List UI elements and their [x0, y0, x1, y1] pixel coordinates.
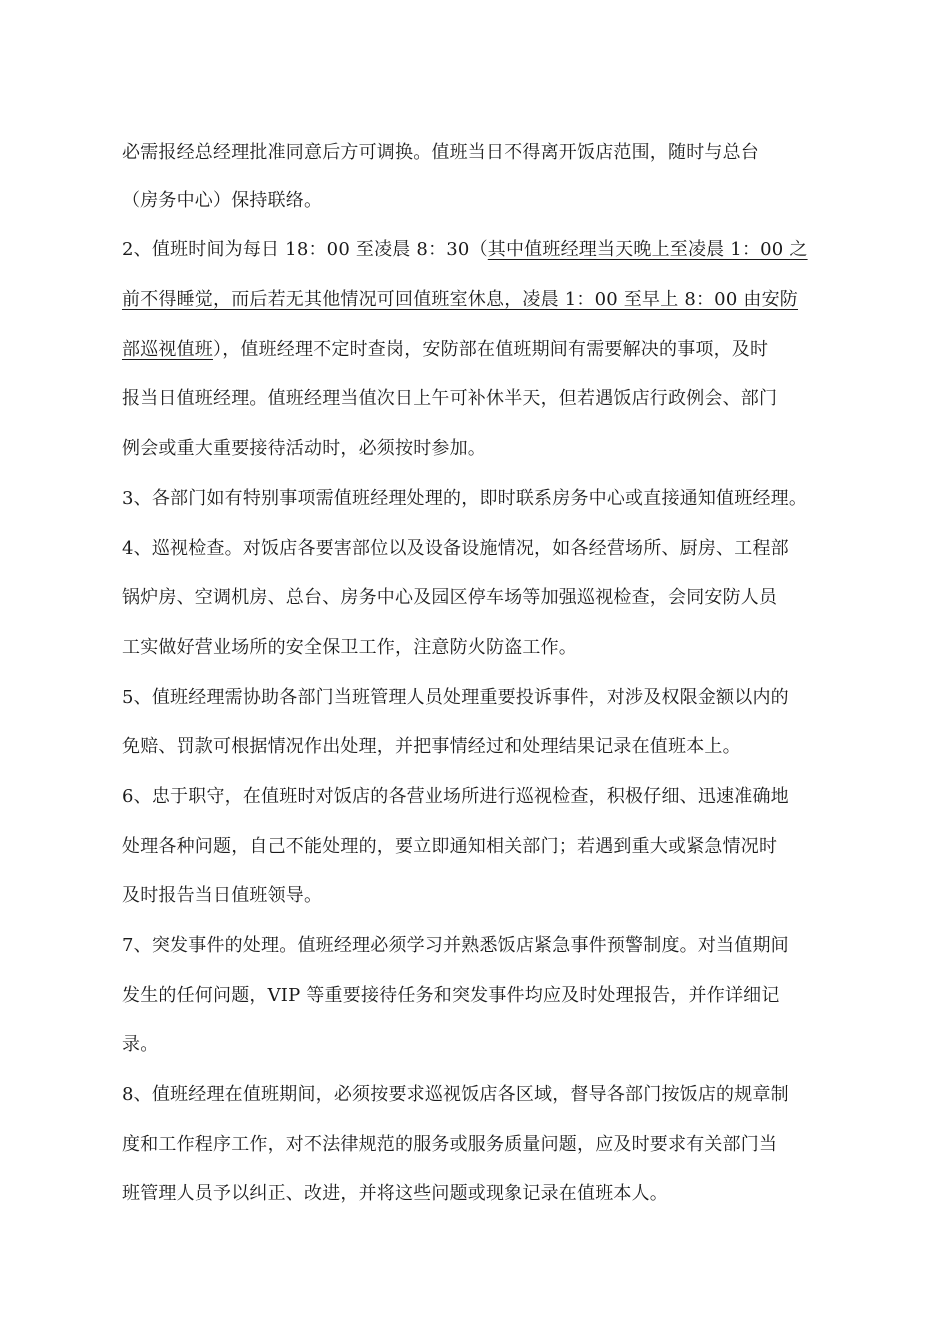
underlined-text-segment: 部巡视值班	[122, 339, 213, 360]
text-line	[122, 338, 842, 362]
underlined-text-segment: 其中值班经理当天晚上至凌晨 1：00 之	[487, 239, 808, 260]
text-segment: 处理各种问题，自己不能处理的，要立即通知相关部门；若遇到重大或紧急情况时	[122, 836, 778, 857]
text-line	[122, 141, 842, 165]
text-segment: 录。	[122, 1034, 159, 1055]
text-line	[122, 586, 842, 610]
text-segment: 工实做好营业场所的安全保卫工作，注意防火防盗工作。	[122, 637, 577, 658]
text-segment: 报当日值班经理。值班经理当值次日上午可补休半天，但若遇饭店行政例会、部门	[122, 388, 778, 409]
text-line	[122, 785, 842, 809]
text-line	[122, 487, 842, 511]
text-line	[122, 437, 842, 461]
text-segment: 4、巡视检查。对饭店各要害部位以及设备设施情况，如各经营场所、厨房、工程部	[122, 538, 789, 559]
text-line	[122, 387, 842, 411]
text-segment: 度和工作程序工作，对不法律规范的服务或服务质量问题，应及时要求有关部门当	[122, 1134, 778, 1155]
text-segment: 发生的任何问题，VIP 等重要接待任务和突发事件均应及时处理报告，并作详细记	[122, 985, 780, 1006]
text-segment: 5、值班经理需协助各部门当班管理人员处理重要投诉事件，对涉及权限金额以内的	[122, 687, 789, 708]
text-segment: 例会或重大重要接待活动时，必须按时参加。	[122, 438, 486, 459]
text-line	[122, 984, 842, 1008]
text-line	[122, 1182, 842, 1206]
text-segment: 7、突发事件的处理。值班经理必须学习并熟悉饭店紧急事件预警制度。对当值期间	[122, 935, 789, 956]
text-segment: 及时报告当日值班领导。	[122, 885, 323, 906]
text-line	[122, 934, 842, 958]
text-segment: 3、各部门如有特别事项需值班经理处理的，即时联系房务中心或直接通知值班经理。	[122, 488, 808, 509]
text-line	[122, 636, 842, 660]
text-line	[122, 735, 842, 759]
text-segment: 必需报经总经理批准同意后方可调换。值班当日不得离开饭店范围，随时与总台	[122, 142, 759, 163]
text-line	[122, 537, 842, 561]
text-segment: 8、值班经理在值班期间，必须按要求巡视饭店各区域，督导各部门按饭店的规章制	[122, 1084, 789, 1105]
text-segment: 班管理人员予以纠正、改进，并将这些问题或现象记录在值班本人。	[122, 1183, 668, 1204]
text-segment: ），值班经理不定时查岗，安防部在值班期间有需要解决的事项，及时	[213, 339, 769, 360]
text-line	[122, 288, 842, 312]
text-line	[122, 686, 842, 710]
text-segment: （房务中心）保持联络。	[122, 190, 323, 211]
text-segment: 2、值班时间为每日 18：00 至凌晨 8：30（	[122, 239, 488, 260]
text-line	[122, 1133, 842, 1157]
text-segment: 锅炉房、空调机房、总台、房务中心及园区停车场等加强巡视检查，会同安防人员	[122, 587, 778, 608]
text-line	[122, 835, 842, 859]
text-line	[122, 1033, 842, 1057]
text-line	[122, 189, 842, 213]
text-line	[122, 1083, 842, 1107]
text-line	[122, 884, 842, 908]
underlined-text-segment: 前不得睡觉，而后若无其他情况可回值班室休息，凌晨 1：00 至早上 8：00 由安防	[122, 289, 798, 310]
text-segment: 免赔、罚款可根据情况作出处理，并把事情经过和处理结果记录在值班本上。	[122, 736, 741, 757]
text-segment: 6、忠于职守，在值班时对饭店的各营业场所进行巡视检查，积极仔细、迅速准确地	[122, 786, 789, 807]
text-line	[122, 238, 842, 262]
